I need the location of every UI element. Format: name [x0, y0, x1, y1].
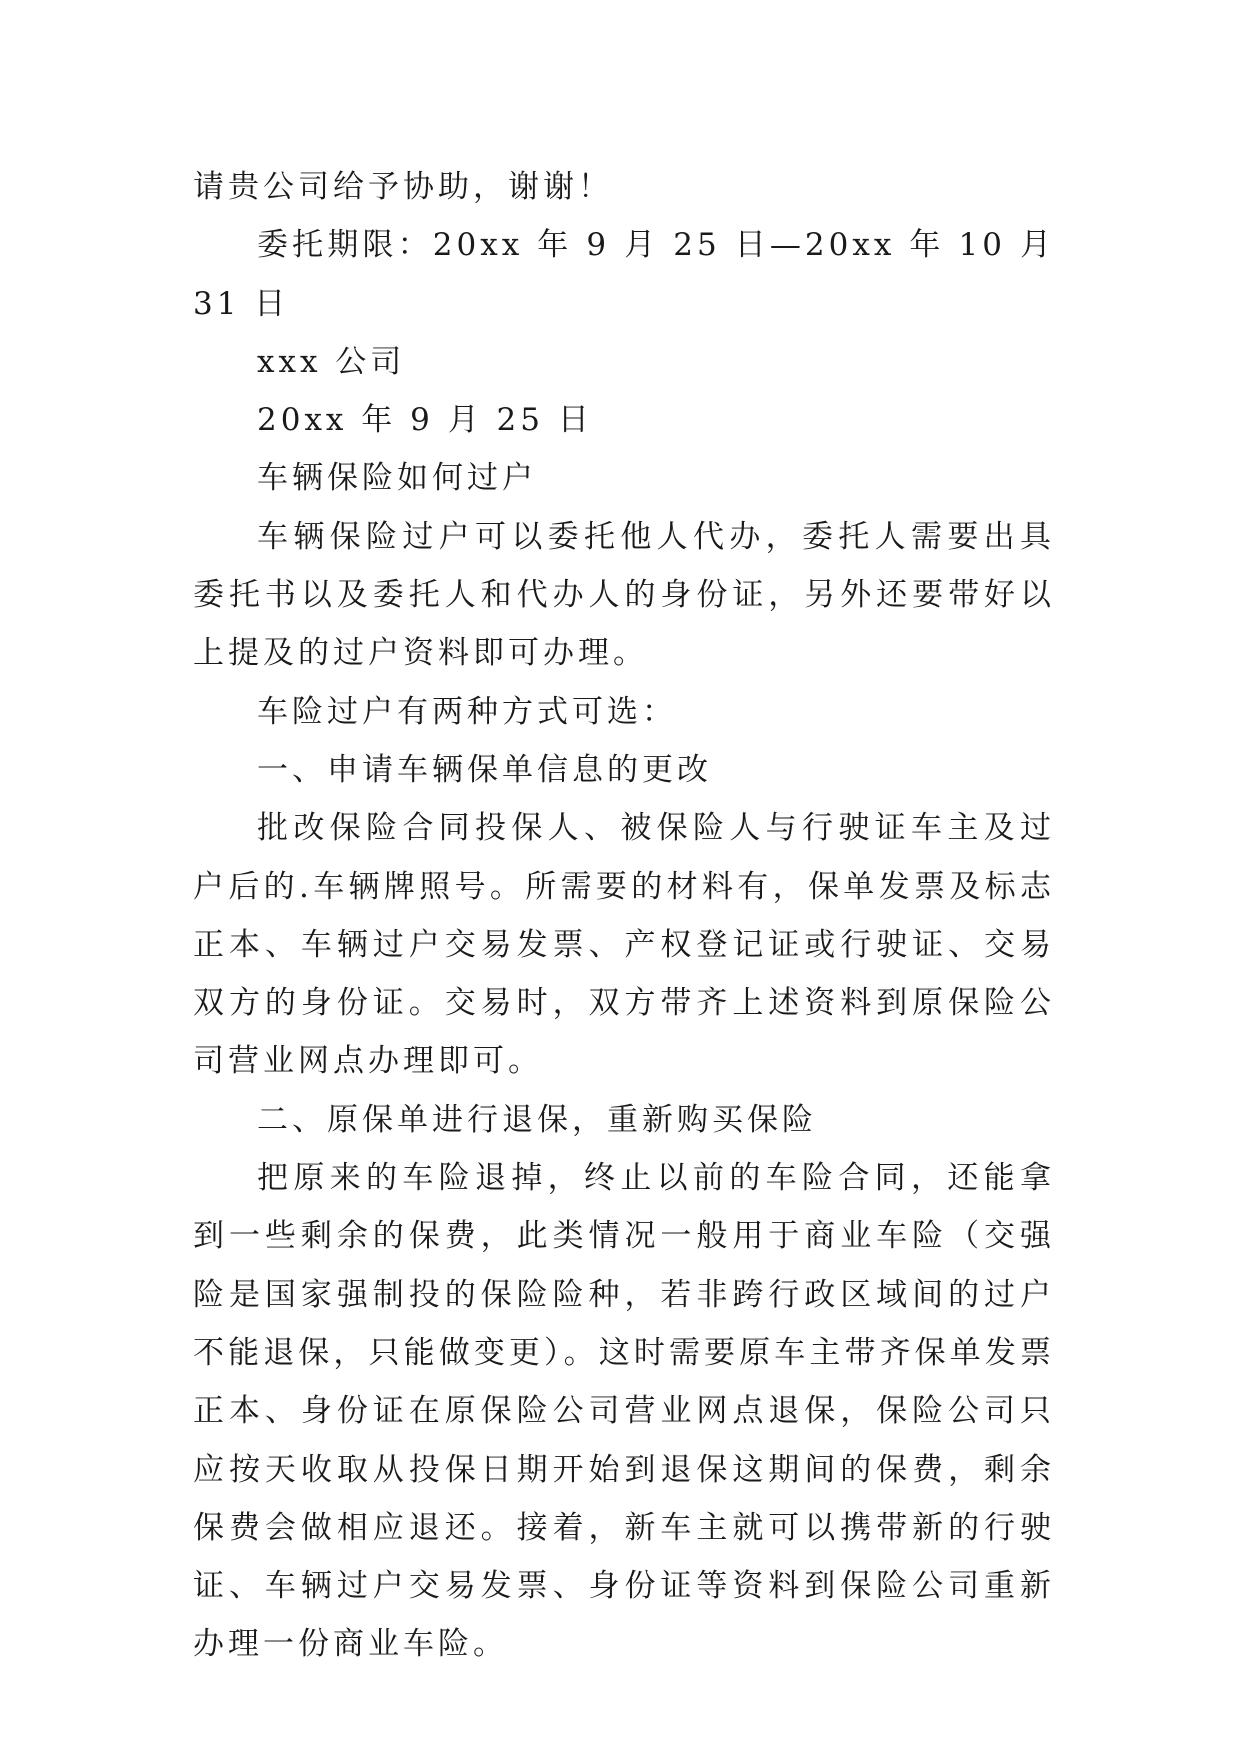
- document-body: [193, 158, 1055, 1674]
- body-paragraph: 车辆保险过户可以委托他人代办，委托人需要出具委托书以及委托人和代办人的身份证，另外还要带好以上提及的过户资料即可办理。: [193, 518, 1055, 672]
- entrustment-period-line: 委托期限：20xx 年 9 月 25 日—20xx 年 10 月 31 日: [193, 227, 1055, 322]
- date-line: 20xx 年 9 月 25 日: [257, 402, 593, 439]
- body-paragraph: 把原来的车险退掉，终止以前的车险合同，还能拿到一些剩余的保费，此类情况一般用于商业车险（交强险是国家强制投的保险险种，若非跨行政区域间的过户不能退保，只能做变更）。这时需要原车主带齐保单发票正本、身份证在原保险公司营业网点退保，保险公司只应按天收取从投保日期开始到退保这期间的保费，剩余保费会做相应退还。接着，新车主就可以携带新的行驶证、车辆过户交易发票、身份证等资料到保险公司重新办理一份商业车险。: [193, 1160, 1055, 1663]
- closing-request-line: 请贵公司给予协助，谢谢！: [193, 169, 613, 205]
- method-two-heading: 二、原保单进行退保，重新购买保险: [257, 1101, 817, 1138]
- company-signature-line: xxx 公司: [257, 343, 406, 380]
- body-paragraph: 车险过户有两种方式可选：: [257, 693, 677, 730]
- method-one-heading: 一、申请车辆保单信息的更改: [257, 751, 712, 788]
- body-paragraph: 批改保险合同投保人、被保险人与行驶证车主及过户后的.车辆牌照号。所需要的材料有，保单发票及标志正本、车辆过户交易发票、产权登记证或行驶证、交易双方的身份证。交易时，双方带齐上述资料到原保险公司营业网点办理即可。: [193, 810, 1055, 1080]
- section-heading: 车辆保险如何过户: [257, 460, 537, 497]
